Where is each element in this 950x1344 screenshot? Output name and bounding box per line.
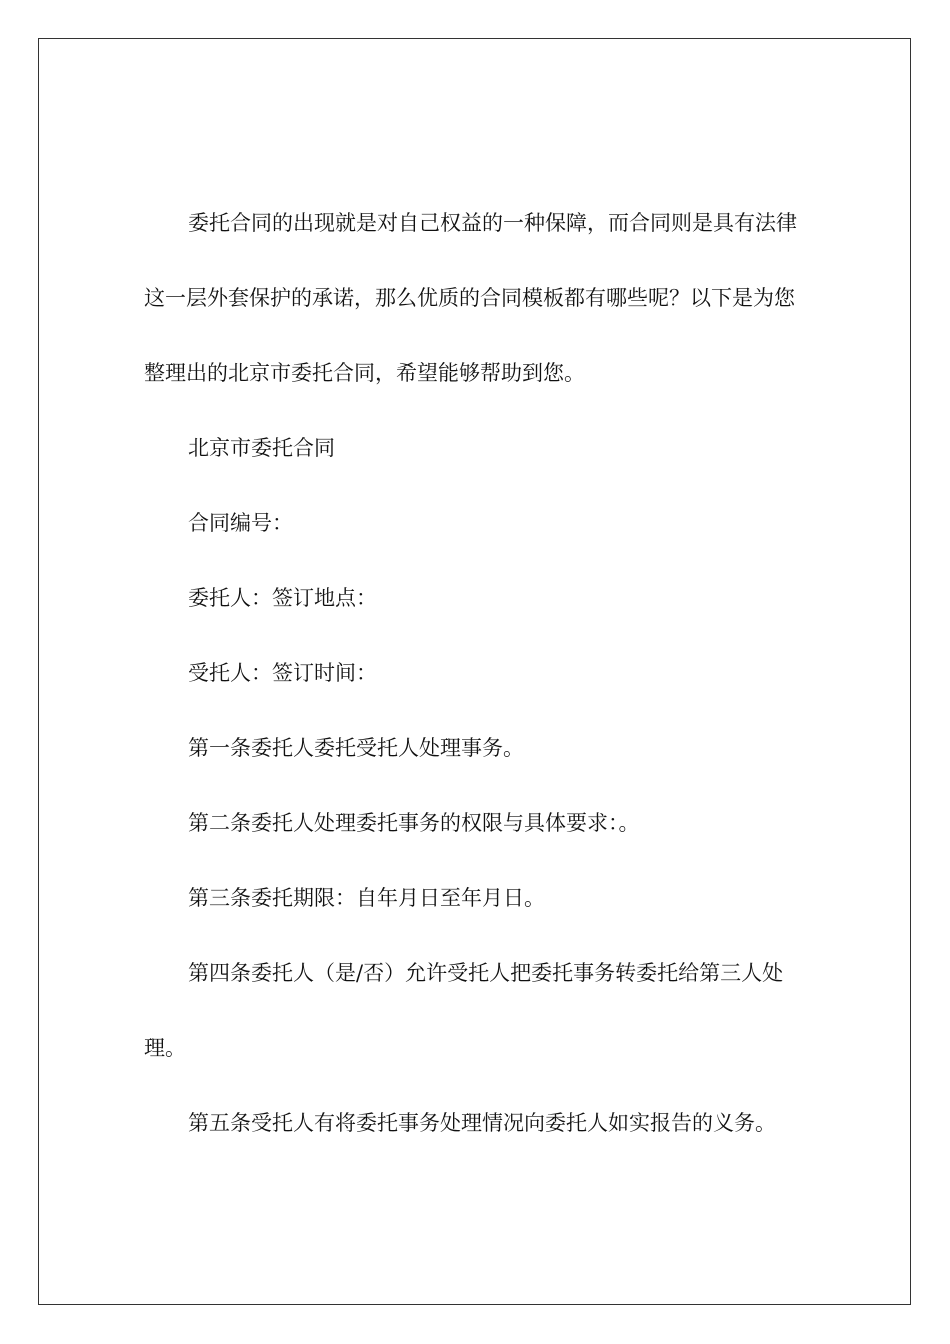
agent-label: 受托人：签订时间： bbox=[188, 661, 377, 685]
contract-number-label: 合同编号： bbox=[188, 511, 293, 535]
contract-number-line bbox=[144, 486, 804, 561]
intro-paragraph: 委托合同的出现就是对自己权益的一种保障，而合同则是具有法律这一层外套保护的承诺，那么优质的合同模板都有哪些呢？以下是为您整理出的北京市委托合同，希望能够帮助到您。 bbox=[144, 211, 797, 385]
clause-5-line bbox=[144, 1086, 804, 1161]
document-title: 北京市委托合同 bbox=[188, 436, 335, 460]
principal-label: 委托人：签订地点： bbox=[188, 586, 377, 610]
title-line bbox=[144, 411, 804, 486]
document-body bbox=[144, 205, 804, 1161]
clause-2: 第二条委托人处理委托事务的权限与具体要求：。 bbox=[188, 811, 640, 835]
agent-line bbox=[144, 636, 804, 711]
clause-1: 第一条委托人委托受托人处理事务。 bbox=[188, 736, 524, 760]
clause-2-line bbox=[144, 786, 804, 861]
clause-1-line bbox=[144, 711, 804, 786]
clause-3: 第三条委托期限：自年月日至年月日。 bbox=[188, 886, 545, 910]
principal-line bbox=[144, 561, 804, 636]
clause-3-line bbox=[144, 861, 804, 936]
clause-4: 第四条委托人（是/否）允许受托人把委托事务转委托给第三人处理。 bbox=[144, 961, 784, 1060]
clause-5: 第五条受托人有将委托事务处理情况向委托人如实报告的义务。 bbox=[188, 1111, 776, 1135]
